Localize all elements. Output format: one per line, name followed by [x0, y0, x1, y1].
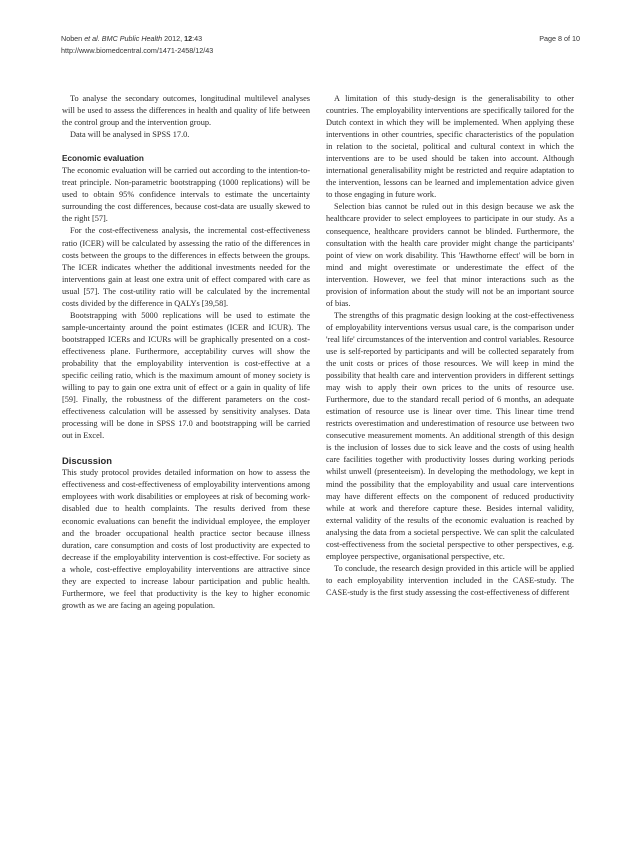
citation-authors: Noben — [61, 34, 83, 43]
paragraph-limitation: A limitation of this study-design is the generalisability to other countries. The employability interventions are specifically tailored for the Dutch context in which they will be implemented. When applying these interventions in other countries, specific characteristics of the population in relation to the societal, political and cultural context in which the interventions are to be used should be taken into account. Although international generalisability might be restricted and require adaptation to the intervention, lessons can be learned and implementation advice given to those engaging in future work. — [326, 94, 574, 200]
paragraph-economic-evaluation: The economic evaluation will be carried out according to the intention-to-treat principle. Non-parametric bootstrapping (1000 replications) will be used to obtain 95% confidence intervals to estimate the uncertainty surrounding the cost differences, because cost-data are usually skewed to the right [57]. — [62, 166, 310, 224]
paragraph-strengths: The strengths of this pragmatic design looking at the cost-effectiveness of employability interventions versus usual care, is the comparison under 'real life' circumstances of the intervention and control variables. Resource use is self-reported by participants and will be collected separately from the unit costs or prices of those resources. We will keep in mind the possibility that health care and intervention providers in different settings may wish to apply their own prices to the units of resource use. Furthermore, due to the standard recall period of 6 months, an adequate estimation of resource use is linear over time. This linear time trend restricts overestimation and underestimation of resource use between two consecutive measurement moments. An additional strength of this design is the inclusion of losses due to sick leave and the costs of using health care facilities together with productivity losses during working periods whilst unwell (presenteeism). In developing the methodology, we kept in mind the possibility that the employability and usual care interventions may have different effects on the component of reduced productivity while at work and therefore capture these. Besides internal validity, external validity of the results of the economic evaluation is reached by analysing the data from a societal perspective. We can split the calculated cost-effectiveness from the societal perspective to other perspectives, e.g. employee perspective, organisational perspective, etc. — [326, 310, 574, 561]
paragraph-spss: Data will be analysed in SPSS 17.0. — [70, 130, 190, 140]
citation-volume: 12 — [184, 34, 193, 43]
article-url[interactable]: http://www.biomedcentral.com/1471-2458/12/43 — [61, 46, 214, 55]
paragraph-conclusion: To conclude, the research design provided in this article will be applied to each employability intervention included in the CASE-study. The CASE-study is the first study assessing the cost-effectiveness of different — [326, 563, 574, 597]
left-column — [62, 93, 310, 612]
citation-etal: et al. — [84, 34, 100, 43]
citation-journal: BMC Public Health — [101, 34, 163, 43]
citation-year: 2012, — [164, 34, 183, 43]
paragraph-discussion: This study protocol provides detailed information on how to assess the effectiveness and cost-effectiveness of employability interventions among employees with work disabilities or employees at risk of becoming work-disabled due to health complaints. The results derived from these economic evaluations can benefit the individual employee, the employer and the broader occupational health practice sector because illness duration, care consumption and costs of lost productivity are expected to decrease if the employability intervention is cost-effective. For society as a whole, cost-effective employability interventions are attractive since they are expected to increase labour participation and public health. Furthermore, we feel that productivity is the key to higher economic growth as we are facing an ageing population. — [62, 468, 310, 610]
citation-block — [61, 33, 381, 57]
citation-article: :43 — [192, 34, 203, 43]
right-column — [326, 93, 574, 599]
citation-line — [61, 33, 381, 45]
heading-economic-evaluation: Economic evaluation — [62, 154, 144, 164]
paragraph-bootstrapping: Bootstrapping with 5000 replications will be used to estimate the sample-uncertainty around the point estimates (ICER and ICUR). The bootstrapped ICERs and ICURs will be graphically presented on a cost-effectiveness plane. Furthermore, acceptability curves will show the probability that the employability intervention is cost-effective at a specific ceiling ratio, which is the maximum amount of money society is willing to pay to gain one extra unit of effect or a gain in quality of life [59]. Finally, the robustness of the different parameters on the cost-effectiveness calculation will be assessed by sensitivity analyses. Data processing will be done in SPSS 17.0 and bootstrapping will be carried out in Excel. — [62, 310, 310, 441]
paragraph-selection-bias: Selection bias cannot be ruled out in this design because we ask the healthcare provider to select employees to participate in our study. As a consequence, healthcare providers cannot be blinded. Furthermore, the consultation with the health care provider might change the participants' point of view on work disability. This 'Hawthorne effect' will be born in mind and might overestimate or underestimate the effect of the intervention. However, we feel that minor interactions such as the provision of information about the study will not be an important source of bias. — [326, 202, 574, 308]
paragraph-secondary-outcomes: To analyse the secondary outcomes, longitudinal multilevel analyses will be used to assess the differences in health and quality of life between the control group and the intervention group. — [62, 94, 310, 128]
page-number: Page 8 of 10 — [539, 34, 580, 43]
heading-discussion: Discussion — [62, 455, 113, 467]
paragraph-cost-effectiveness: For the cost-effectiveness analysis, the incremental cost-effectiveness ratio (ICER) will be calculated by assessing the ratio of the differences in costs between the groups to the differences in effects between the groups. The ICER indicates whether the additional investments needed for the interventions gain at least one extra unit of effect compared with care as usual [57]. The cost-utility ratio will be calculated by the incremental costs divided by the difference in QALYs [39,58]. — [62, 226, 310, 308]
